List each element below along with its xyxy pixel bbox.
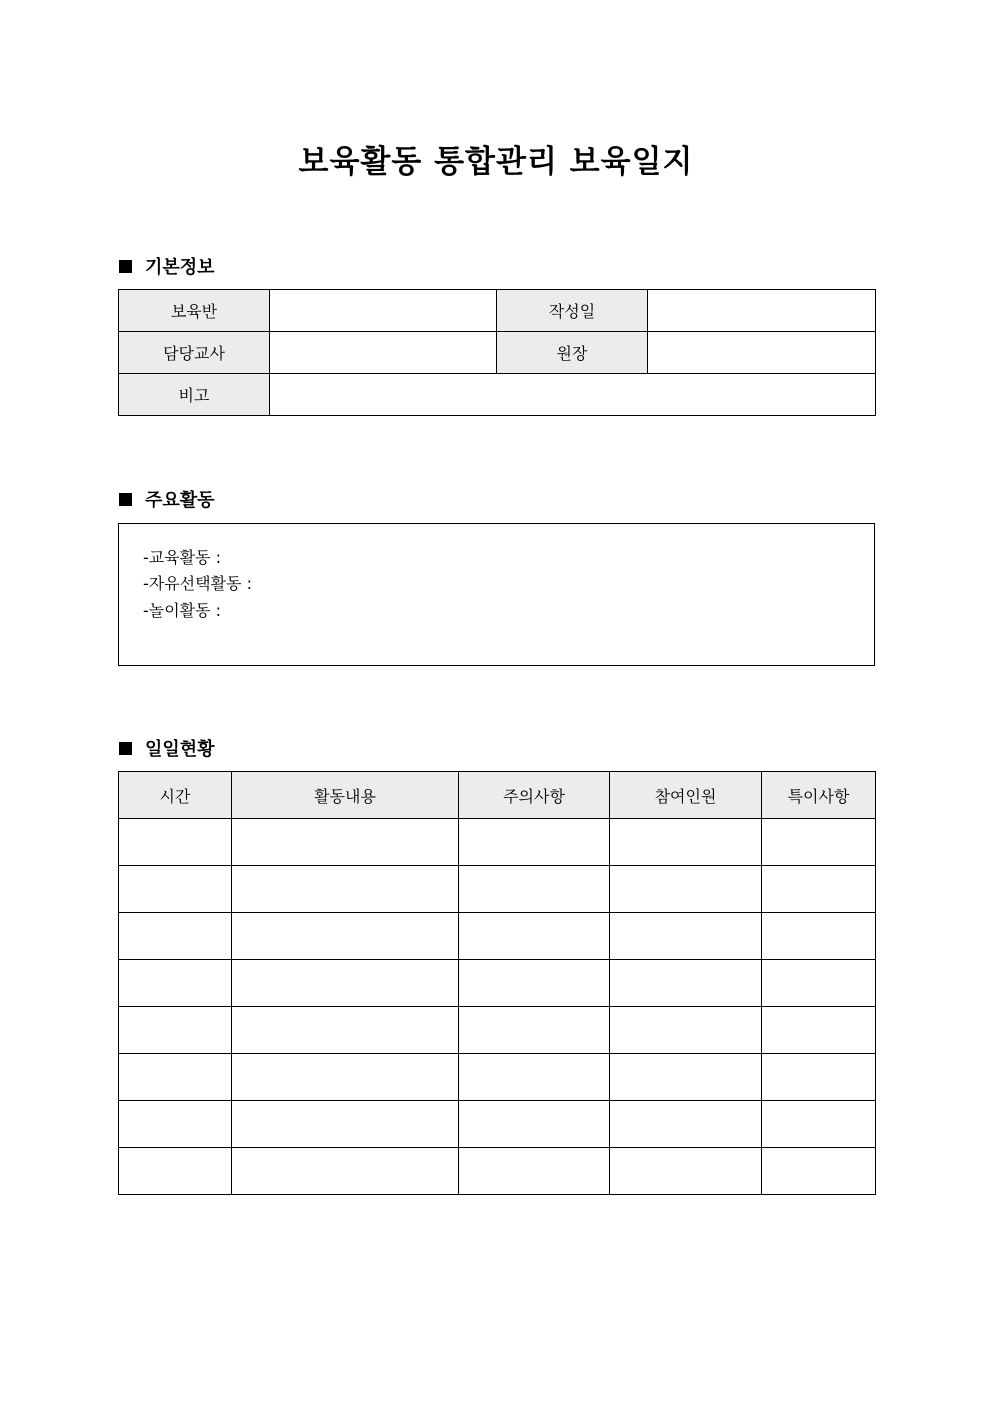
time-cell[interactable] — [119, 960, 232, 1007]
attendance-cell[interactable] — [610, 866, 762, 913]
time-cell[interactable] — [119, 1101, 232, 1148]
attendance-cell[interactable] — [610, 913, 762, 960]
table-row — [119, 866, 876, 913]
section-heading-daily-log — [119, 735, 215, 761]
class-field[interactable] — [270, 290, 497, 332]
table-row — [119, 1007, 876, 1054]
time-cell[interactable] — [119, 1148, 232, 1195]
activity-line-free-choice: -자유선택활동 : — [143, 574, 252, 593]
section-heading-activities — [119, 486, 215, 512]
attendance-cell[interactable] — [610, 1007, 762, 1054]
table-row — [119, 1101, 876, 1148]
attendance-cell[interactable] — [610, 1101, 762, 1148]
teacher-label: 담당교사 — [119, 332, 270, 374]
basic-info-table — [118, 289, 876, 416]
column-header-time: 시간 — [119, 772, 232, 819]
table-header-row — [119, 772, 876, 819]
date-label: 작성일 — [497, 290, 648, 332]
table-row — [119, 1148, 876, 1195]
section-heading-label: 일일현황 — [145, 739, 215, 760]
daily-log-table — [118, 771, 876, 1195]
section-heading-basic-info — [119, 253, 215, 279]
cautions-cell[interactable] — [459, 1148, 610, 1195]
activity-cell[interactable] — [232, 1007, 459, 1054]
note-field[interactable] — [270, 374, 876, 416]
attendance-cell[interactable] — [610, 960, 762, 1007]
cautions-cell[interactable] — [459, 1007, 610, 1054]
cautions-cell[interactable] — [459, 819, 610, 866]
cautions-cell[interactable] — [459, 913, 610, 960]
activity-cell[interactable] — [232, 866, 459, 913]
activity-cell[interactable] — [232, 819, 459, 866]
director-label: 원장 — [497, 332, 648, 374]
remarks-cell[interactable] — [762, 1054, 876, 1101]
section-heading-label: 주요활동 — [145, 490, 215, 511]
page-title: 보육활동 통합관리 보육일지 — [298, 144, 694, 180]
remarks-cell[interactable] — [762, 1007, 876, 1054]
activity-cell[interactable] — [232, 913, 459, 960]
square-bullet-icon — [119, 742, 132, 755]
column-header-attendance: 참여인원 — [610, 772, 762, 819]
column-header-activity: 활동내용 — [232, 772, 459, 819]
remarks-cell[interactable] — [762, 866, 876, 913]
activity-cell[interactable] — [232, 1148, 459, 1195]
square-bullet-icon — [119, 493, 132, 506]
activity-cell[interactable] — [232, 1054, 459, 1101]
date-field[interactable] — [648, 290, 876, 332]
activity-line-play: -놀이활동 : — [143, 601, 222, 620]
cautions-cell[interactable] — [459, 866, 610, 913]
remarks-cell[interactable] — [762, 913, 876, 960]
remarks-cell[interactable] — [762, 819, 876, 866]
attendance-cell[interactable] — [610, 1148, 762, 1195]
table-row — [119, 1054, 876, 1101]
time-cell[interactable] — [119, 913, 232, 960]
time-cell[interactable] — [119, 866, 232, 913]
time-cell[interactable] — [119, 1054, 232, 1101]
time-cell[interactable] — [119, 819, 232, 866]
activity-line-education: -교육활동 : — [143, 548, 222, 567]
remarks-cell[interactable] — [762, 960, 876, 1007]
activity-cell[interactable] — [232, 1101, 459, 1148]
attendance-cell[interactable] — [610, 819, 762, 866]
activity-cell[interactable] — [232, 960, 459, 1007]
activities-box[interactable] — [118, 523, 875, 666]
cautions-cell[interactable] — [459, 1054, 610, 1101]
teacher-field[interactable] — [270, 332, 497, 374]
time-cell[interactable] — [119, 1007, 232, 1054]
column-header-cautions: 주의사항 — [459, 772, 610, 819]
class-label: 보육반 — [119, 290, 270, 332]
table-row — [119, 819, 876, 866]
note-label: 비고 — [119, 374, 270, 416]
director-field[interactable] — [648, 332, 876, 374]
table-row — [119, 960, 876, 1007]
remarks-cell[interactable] — [762, 1101, 876, 1148]
column-header-remarks: 특이사항 — [762, 772, 876, 819]
remarks-cell[interactable] — [762, 1148, 876, 1195]
cautions-cell[interactable] — [459, 960, 610, 1007]
cautions-cell[interactable] — [459, 1101, 610, 1148]
attendance-cell[interactable] — [610, 1054, 762, 1101]
square-bullet-icon — [119, 260, 132, 273]
table-row — [119, 913, 876, 960]
section-heading-label: 기본정보 — [145, 257, 215, 278]
